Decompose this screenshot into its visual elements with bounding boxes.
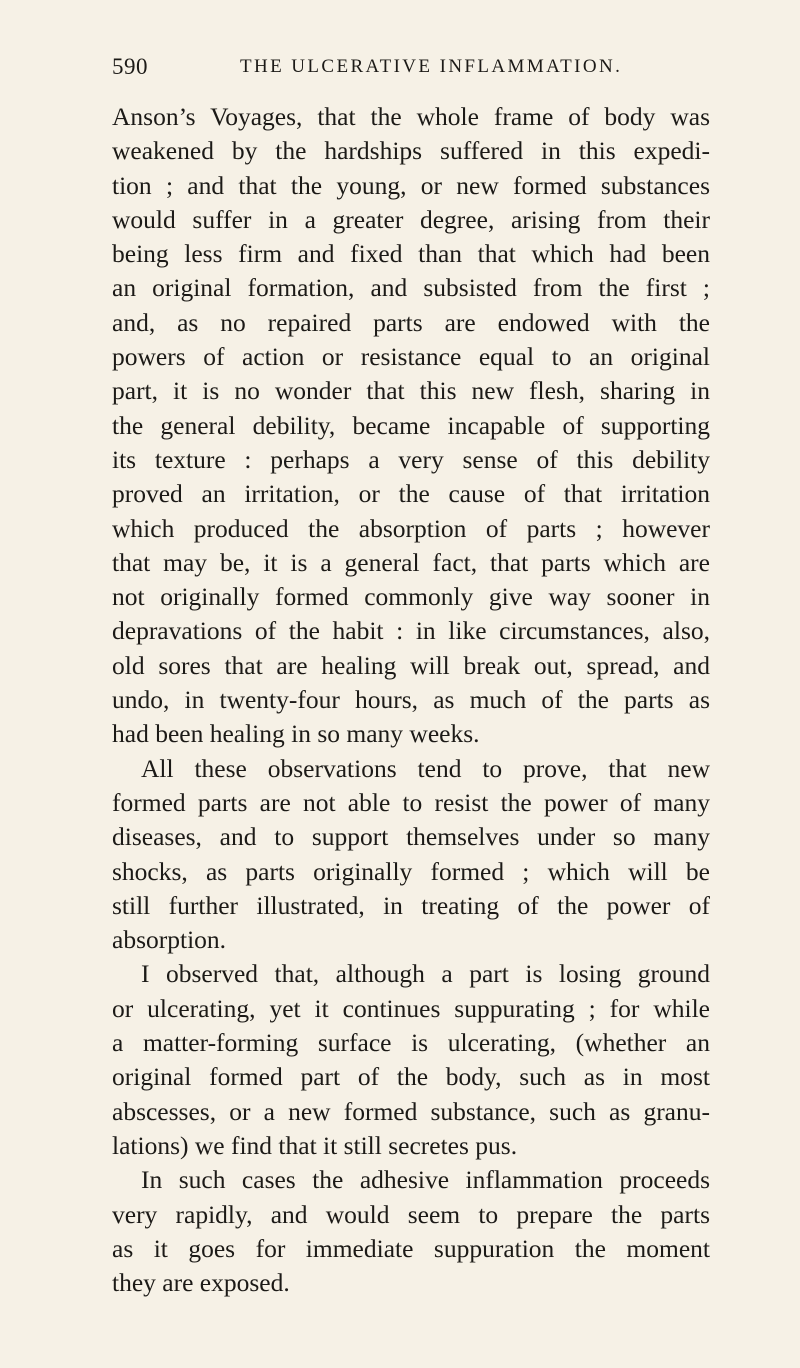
text-line: as it goes for immediate suppuration the moment [112,1233,710,1263]
body-text [112,100,710,1300]
text-line: they are exposed. [112,1268,290,1298]
text-line: that may be, it is a general fact, that parts which are [112,547,710,577]
text-line: formed parts are not able to resist the power of many [112,787,710,817]
text-line: Anson’s Voyages, that the whole frame of body was [112,102,710,131]
paragraph [112,1163,710,1300]
text-line: powers of action or resistance equal to an original [112,342,710,372]
running-head: THE ULCERATIVE INFLAMMATION. [240,56,623,77]
text-line: weakened by the hardships suffered in this expedi- [112,136,710,166]
text-line: All these observations tend to prove, that new [141,753,710,783]
text-line: very rapidly, and would seem to prepare the parts [112,1199,710,1229]
text-line: depravations of the habit : in like circumstances, also, [112,616,710,646]
text-line: In such cases the adhesive inflammation proceeds [141,1165,710,1195]
text-line: being less firm and fixed than that which had been [112,239,710,269]
text-line: an original formation, and subsisted from the first ; [112,273,710,303]
text-line: lations) we find that it still secretes pus. [112,1130,518,1160]
text-line: diseases, and to support themselves under so many [112,822,710,852]
text-line: absorption. [112,925,227,955]
text-line: or ulcerating, yet it continues suppurating ; for while [112,993,710,1023]
text-line: proved an irritation, or the cause of that irritation [112,479,710,509]
paragraph [112,100,710,752]
text-line: old sores that are healing will break out, spread, and [112,650,710,680]
text-line: still further illustrated, in treating of the power of [112,890,710,920]
text-line: the general debility, became incapable of supporting [112,410,710,440]
text-line: shocks, as parts originally formed ; which will be [112,856,710,886]
text-line: part, it is no wonder that this new flesh, sharing in [112,376,710,406]
text-line: had been healing in so many weeks. [112,719,480,749]
text-line: I observed that, although a part is losing ground [141,959,710,989]
text-line: its texture : perhaps a very sense of this debility [112,444,710,474]
page-header [112,54,710,88]
page-number: 590 [112,54,148,79]
paragraph [112,752,710,958]
text-line: a matter-forming surface is ulcerating, (whether an [112,1028,710,1058]
text-line: and, as no repaired parts are endowed with the [112,307,710,337]
text-line: undo, in twenty-four hours, as much of the parts as [112,685,710,715]
text-line: tion ; and that the young, or new formed substances [112,170,710,200]
text-line: would suffer in a greater degree, arising from their [112,204,710,234]
paragraph [112,957,710,1163]
text-line: which produced the absorption of parts ; however [112,513,710,543]
text-line: original formed part of the body, such as in most [112,1062,710,1092]
text-line: abscesses, or a new formed substance, such as granu- [112,1096,710,1126]
text-line: not originally formed commonly give way sooner in [112,582,710,612]
